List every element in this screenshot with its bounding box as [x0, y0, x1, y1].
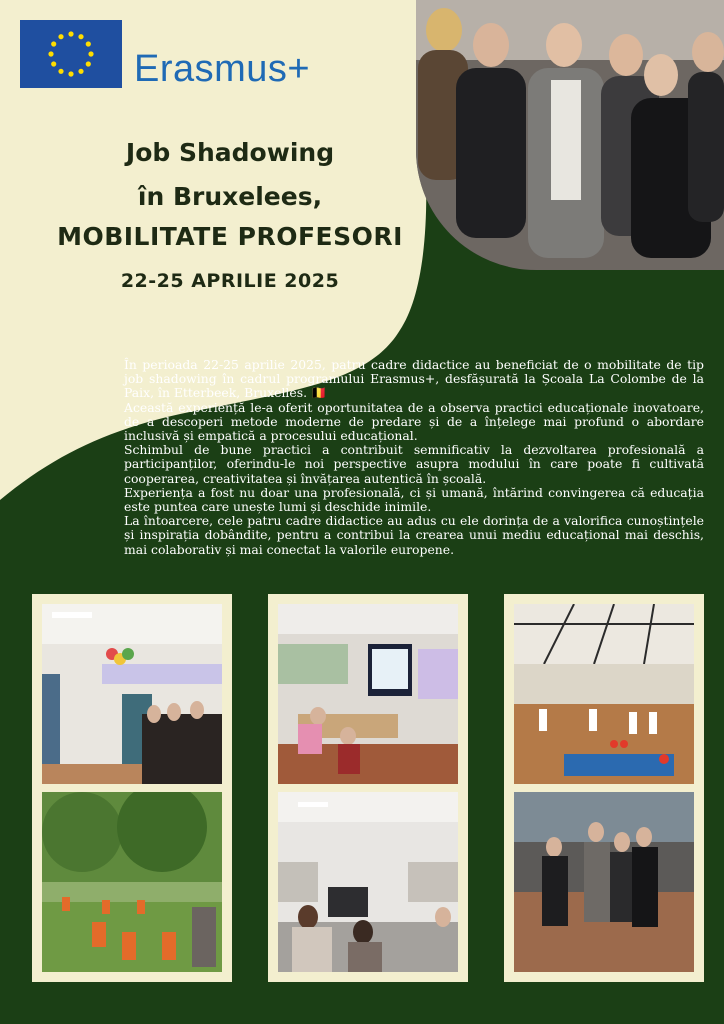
title-line-1: Job Shadowing: [125, 138, 335, 167]
photo-classroom-circle: [278, 792, 458, 972]
eu-flag-icon: [20, 20, 122, 88]
photo-gym-activity: [514, 604, 694, 784]
paragraph-4: Experiența a fost nu doar una profesională, ci și umană, întărind convingerea că educația este puntea care unește lumi și deschide inimile.: [124, 484, 704, 515]
paragraph-5: La întoarcere, cele patru cadre didactice au adus cu ele dorința de a valorifica cunoștințele și inspirația dobândite, pentru a contribui la crearea unui mediu educațional mai deschis, mai colaborativ și mai conectat la valorile europene.: [124, 513, 704, 557]
body-text: [124, 358, 704, 557]
erasmus-logo-wordmark: Erasmus+: [134, 48, 311, 90]
photo-frame-left: [32, 594, 232, 982]
paragraph-3: Schimbul de bune practici a contribuit semnificativ la dezvoltarea profesională a participanților, oferindu-le noi perspective asupra modului în care poate fi cultivată cooperarea, creativitatea și învățarea autentică în școală.: [124, 442, 704, 486]
event-date: 22-25 APRILIE 2025: [120, 270, 340, 292]
photo-park-children: [42, 792, 222, 972]
photo-class-screen: [278, 604, 458, 784]
photo-classroom-teachers: [42, 604, 222, 784]
group-photo-teachers: [416, 0, 724, 270]
paragraph-1: În perioada 22-25 aprilie 2025, patru cadre didactice au beneficiat de o mobilitate de tip job shadowing în cadrul programului Erasmus+, desfășurată la Școala La Colombe de la Paix, în Etterbeek, Bruxelles. 🇧🇪: [124, 357, 704, 401]
title-line-2: în Bruxelees,: [137, 182, 323, 211]
title-line-3: MOBILITATE PROFESORI: [57, 222, 403, 251]
photo-frame-middle: [268, 594, 468, 982]
photo-frame-right: [504, 594, 704, 982]
paragraph-2: Această experiență le-a oferit oportunitatea de a observa practici educaționale inovatoare, de a descoperi metode moderne de predare și de a înțelege mai profund o abordare inclusivă și empatică a procesului educațional.: [124, 399, 704, 444]
photo-teachers-outdoor: [514, 792, 694, 972]
